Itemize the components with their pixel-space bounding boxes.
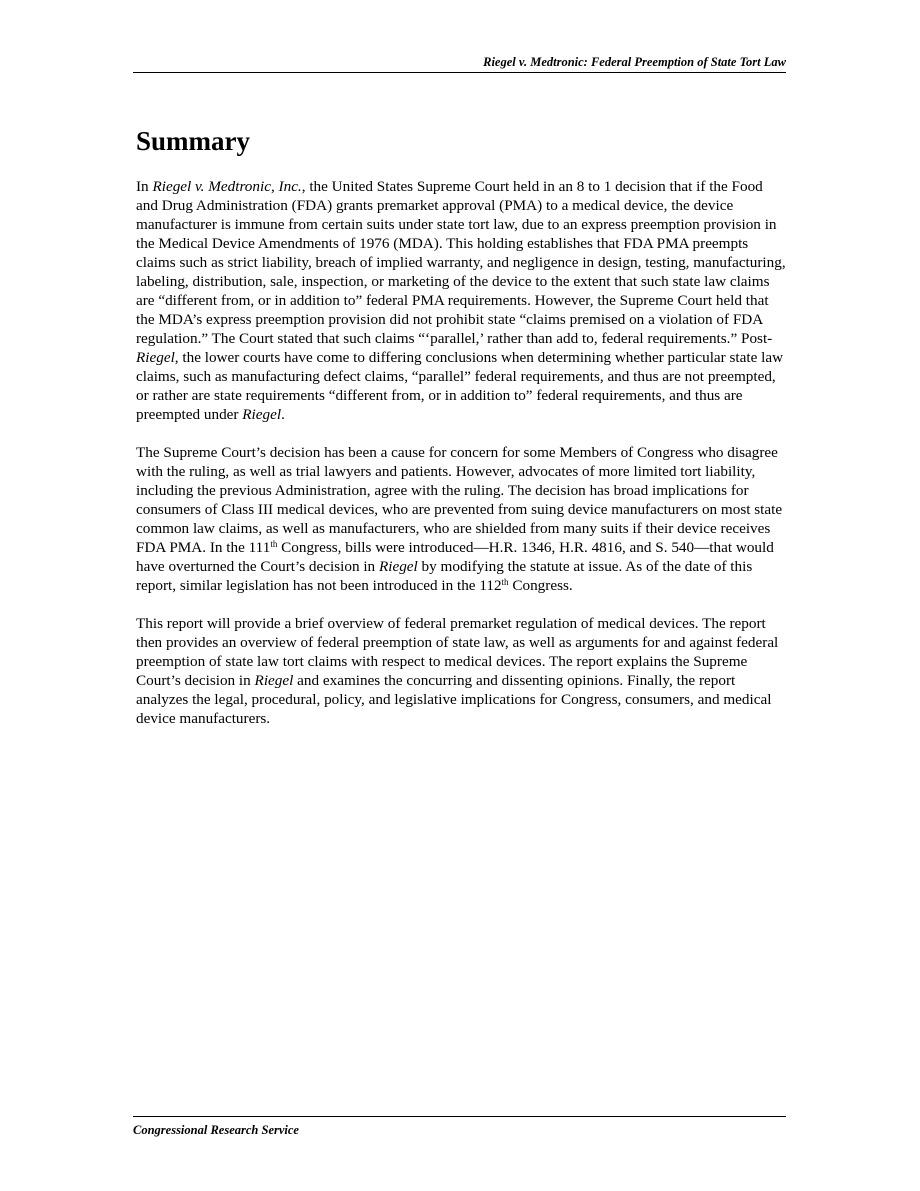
text-run: by modifying the statute at issue. As of the date of this report, similar legislation has not been introduced in the 112 xyxy=(136,558,753,594)
summary-paragraph-1 xyxy=(136,177,786,424)
ordinal-suffix: th xyxy=(270,539,278,549)
case-name: Riegel xyxy=(378,558,418,575)
case-name: Riegel v. Medtronic, Inc. xyxy=(152,178,302,195)
text-run: Congress, bills were introduced—H.R. 1346, H.R. 4816, and S. 540—that would have overturned the Court’s decision in xyxy=(136,539,774,575)
text-run: Congress. xyxy=(508,577,573,594)
text-run: This report will provide a brief overview of federal premarket regulation of medical devices. The report then provides an overview of federal preemption of state law, as well as arguments for and against federal preemption of state law tort claims with respect to medical devices. The report explains the Supreme Court’s decision in xyxy=(136,615,779,689)
text-run: , the United States Supreme Court held in an 8 to 1 decision that if the Food and Drug Administration (FDA) grants premarket approval (PMA) to a medical device, the device manufacturer is immune from certain suits under state tort law, due to an express preemption provision in the Medical Device Amendments of 1976 (MDA). This holding establishes that FDA PMA preempts claims such as strict liability, breach of implied warranty, and negligence in design, testing, manufacturing, labeling, distribution, sale, inspection, or marketing of the device to the extent that such state law claims are “different from, or in addition to” federal PMA requirements. However, the Supreme Court held that the MDA’s express preemption provision did not prohibit state “claims premised on a violation of FDA regulation.” The Court stated that such claims “‘parallel,’ rather than add to, federal requirements.” Post- xyxy=(136,178,786,347)
footer-publisher: Congressional Research Service xyxy=(133,1123,299,1137)
text-run: and examines the concurring and dissenting opinions. Finally, the report analyzes the legal, procedural, policy, and legislative implications for Congress, consumers, and medical device manufacturers. xyxy=(136,672,772,727)
text-run: , the lower courts have come to differing conclusions when determining whether particular state law claims, such as manufacturing defect claims, “parallel” federal requirements, and thus are not preempted, or rather are state requirements “different from, or in addition to” federal requirements, and thus are preempted under xyxy=(136,349,784,423)
case-name: Riegel xyxy=(254,672,294,689)
summary-paragraph-2 xyxy=(136,443,786,595)
summary-paragraph-3 xyxy=(136,614,786,728)
ordinal-suffix: th xyxy=(501,577,509,587)
case-name: Riegel xyxy=(136,349,175,366)
running-header xyxy=(133,52,786,73)
running-footer xyxy=(133,1116,786,1139)
text-run: In xyxy=(136,178,153,195)
document-body xyxy=(136,177,786,747)
page-title: Summary xyxy=(136,126,250,156)
text-run: . xyxy=(281,406,285,423)
text-run: The Supreme Court’s decision has been a cause for concern for some Members of Congress who disagree with the ruling, as well as trial lawyers and patients. However, advocates of more limited tort liability, including the previous Administration, agree with the ruling. The decision has broad implications for consumers of Class III medical devices, who are prevented from suing device manufacturers on most state common law claims, as well as manufacturers, who are shielded from many suits if their device receives FDA PMA. In the 111 xyxy=(136,444,783,556)
running-header-title: Riegel v. Medtronic: Federal Preemption of State Tort Law xyxy=(483,55,786,69)
case-name: Riegel xyxy=(242,406,282,423)
